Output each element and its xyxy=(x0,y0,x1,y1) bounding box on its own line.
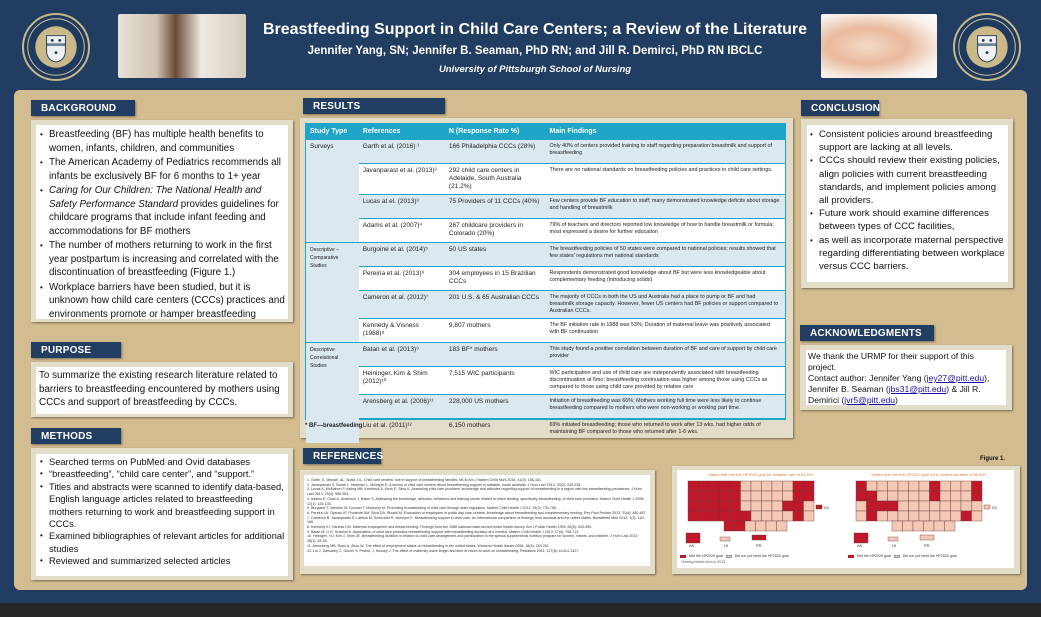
column-header: References xyxy=(359,124,445,140)
state-shape xyxy=(867,511,878,521)
map-label: AK xyxy=(857,543,863,548)
state-shape xyxy=(793,511,804,521)
state-shape xyxy=(867,501,878,511)
state-shape xyxy=(699,511,710,521)
finding-cell: Initiation of breastfeeding was 66%; Mothers working full time were less likely to continue breastfeeding compared to mothers who were non-working or working part time. xyxy=(545,395,785,419)
study-type-cell: Descriptive – Comparative Studies xyxy=(306,243,359,343)
legend-not-met-label: Did not yet meet the HP2020 goal xyxy=(734,554,789,558)
state-shape xyxy=(720,491,731,501)
state-shape xyxy=(793,501,804,511)
finding-cell: This study found a positive correlation between duration of BF and care of support by child care provider xyxy=(545,343,785,367)
poster-header xyxy=(0,0,1041,88)
n-cell: 7,515 WIC participants xyxy=(445,367,546,395)
background-item xyxy=(38,239,286,280)
italic-title: Caring for Our Children: The National Health and Safety Performance Standard xyxy=(49,185,262,210)
us-map xyxy=(848,477,1008,549)
table-row xyxy=(306,343,785,367)
state-shape xyxy=(709,501,720,511)
territory-shape xyxy=(888,537,898,541)
figure-label: Figure 1. xyxy=(980,456,1006,462)
legend-swatch-not-met xyxy=(894,555,900,558)
table-row xyxy=(306,395,785,419)
state-shape xyxy=(783,481,794,491)
state-shape xyxy=(793,491,804,501)
background-item xyxy=(38,184,286,238)
state-shape xyxy=(730,501,741,511)
references-box xyxy=(300,470,655,574)
figure-box xyxy=(672,466,1020,574)
map-title: States that met the HP2020 goal for 6 months duration of 60.6%* xyxy=(871,472,987,477)
mother-breastfeeding-photo xyxy=(118,14,246,78)
reference-item: 10. Heinigen, HJ, Kim J, Shim JE. Breastfeeding duration in relation to child care arrangement and participation in the special supplemental nutrition program for women, infants, and children. J Hum Lact 2012; 28(1): 28-35. xyxy=(307,534,639,544)
state-shape xyxy=(930,501,941,511)
finding-cell: WIC participation and use of child care are independently associated with breastfeeding discontinuation at 6mo; breastfeeding continuation was higher among those using CCCs as compared to those using child care provided by relative care xyxy=(545,367,785,395)
poster-title: Breastfeeding Support in Child Care Centers; a Review of the Literature xyxy=(262,21,808,38)
state-shape xyxy=(688,491,699,501)
state-shape xyxy=(951,481,962,491)
state-shape xyxy=(688,501,699,511)
state-shape xyxy=(961,501,972,511)
state-shape xyxy=(720,501,731,511)
finding-cell: The BF initiation rate in 1988 was 53%; Duration of maternal leave was positively associated with BF continuation xyxy=(545,319,785,343)
state-shape xyxy=(856,501,867,511)
results-footnote: * BF—breastfeeding xyxy=(305,423,363,429)
poster-authors: Jennifer Yang, SN; Jennifer B. Seaman, PhD RN; and Jill R. Demirci, PhD RN IBCLC xyxy=(307,45,763,57)
state-shape xyxy=(924,521,935,531)
table-row xyxy=(306,195,785,219)
reference-item: 7. Cameron B, Javanparast S, Labbok M, Scheckter R, McIntyre E. Breastfeeding support in child care: An international comparison of findings from australia and the united states. Breastfeed Med 2012; 7(3): 163-166. xyxy=(307,515,645,525)
n-cell: 183 BF* mothers xyxy=(445,343,546,367)
state-shape xyxy=(783,501,794,511)
state-shape xyxy=(888,481,899,491)
reference-item: 1. Garth, E, Messer, AL, Spatz, DL. Child care centers' role in support of breastfeeding families. MCN Am J Matern Child Nurs 2016; 41(3): 156-161. xyxy=(307,478,542,482)
conclusion-item: • Future work should examine differences between types of CCC facilities, xyxy=(808,207,1007,233)
state-shape xyxy=(940,481,951,491)
references-list xyxy=(304,475,650,566)
state-shape xyxy=(772,501,783,511)
state-shape xyxy=(961,481,972,491)
territory-shape xyxy=(816,505,822,509)
finding-cell: Respondents demonstrated good knowledge about BF but were less knowledgeable about complementary feeding (introducing solids) xyxy=(545,267,785,291)
state-shape xyxy=(940,501,951,511)
state-shape xyxy=(730,511,741,521)
reference-cell: Garth et al. (2016) ¹ xyxy=(359,140,445,164)
table-row xyxy=(306,140,785,164)
background-item xyxy=(38,281,286,322)
seal-icon xyxy=(955,15,1019,79)
reference-cell: Lucas at el. (2013)³ xyxy=(359,195,445,219)
state-shape xyxy=(783,491,794,501)
state-shape xyxy=(909,481,920,491)
methods-item: • Examined bibliographies of relevant articles for additional studies xyxy=(38,530,286,555)
background-list xyxy=(38,128,286,321)
table-row xyxy=(306,243,785,267)
state-shape xyxy=(804,501,815,511)
state-shape xyxy=(919,491,930,501)
state-shape xyxy=(735,521,746,531)
methods-item: • Searched terms on PubMed and Ovid databases xyxy=(38,456,286,468)
reference-item: 11. Arensberg MB, Ryan A, Zhou W. The effect of employment status on breastfeeding in the united states. Womens Health Issues 2006; 16(5): 243-251 xyxy=(307,543,549,548)
legend-swatch-met xyxy=(848,555,854,558)
finding-cell: 79% of teachers and directors reported low knowledge of how to handle breastmilk or formula; most expressed a desire for further education xyxy=(545,219,785,243)
finding-cell: There are no national standards on breastfeeding policies and practices in child care settings. xyxy=(545,164,785,195)
university-seal-right xyxy=(953,13,1021,81)
state-shape xyxy=(804,511,815,521)
state-shape xyxy=(888,501,899,511)
table-row xyxy=(306,291,785,319)
state-shape xyxy=(877,511,888,521)
state-shape xyxy=(951,491,962,501)
legend-swatch-not-met xyxy=(726,555,732,558)
state-shape xyxy=(762,501,773,511)
purpose-heading: PURPOSE xyxy=(31,342,121,358)
background-heading: BACKGROUND xyxy=(31,100,135,116)
state-shape xyxy=(972,481,983,491)
state-shape xyxy=(724,521,735,531)
state-shape xyxy=(741,491,752,501)
table-row xyxy=(306,367,785,395)
territory-shape xyxy=(984,505,990,509)
n-cell: 6,150 mothers xyxy=(445,419,546,443)
territory-shape xyxy=(920,535,934,540)
map-legend xyxy=(680,554,842,558)
state-shape xyxy=(877,501,888,511)
state-shape xyxy=(741,481,752,491)
n-cell: 75 Providers of 11 CCCs (40%) xyxy=(445,195,546,219)
territory-shape xyxy=(752,535,766,540)
n-cell: 201 U.S. & 65 Australian CCCs xyxy=(445,291,546,319)
email-link-yang[interactable]: jey27@pitt.edu xyxy=(926,373,985,383)
purpose-box xyxy=(31,362,293,417)
contact-prefix: Contact author: Jennifer Yang ( xyxy=(808,373,927,383)
state-shape xyxy=(730,491,741,501)
reference-item: 6. Pereira LA, Oyeuso IP, Prudente AM, Silva DA, Rinaldi M. Evaluation of employees in public day care centers: knowledge about breastfeeding and complementary feeding. Rev Paul Pediatr 2013; 31(4): 480-487. xyxy=(307,510,647,515)
state-shape xyxy=(940,511,951,521)
state-shape xyxy=(898,501,909,511)
state-shape xyxy=(972,511,983,521)
state-shape xyxy=(919,481,930,491)
methods-list xyxy=(38,456,286,568)
state-shape xyxy=(772,481,783,491)
state-shape xyxy=(756,521,767,531)
email-link-demirci[interactable]: jvr5@pitt.edu xyxy=(844,395,896,405)
reference-cell: Heininger, Kim & Shim (2012)¹⁰ xyxy=(359,367,445,395)
state-shape xyxy=(961,491,972,501)
legend-met-label: Met the HP2020 goal xyxy=(857,554,891,558)
acknowledgments-text xyxy=(808,351,1004,406)
map-legend xyxy=(848,554,1010,558)
state-shape xyxy=(867,481,878,491)
background-item-text: Breastfeeding (BF) has multiple health benefits to women, infants, children, and communities xyxy=(49,129,264,154)
state-shape xyxy=(688,481,699,491)
acknowledgments-heading: ACKNOWLEDGMENTS xyxy=(800,325,934,341)
map-label: HI xyxy=(892,543,896,548)
legend-swatch-met xyxy=(680,555,686,558)
table-row xyxy=(306,164,785,195)
references-heading: REFERENCES xyxy=(303,448,381,464)
state-shape xyxy=(783,511,794,521)
state-shape xyxy=(972,491,983,501)
map-label: DC xyxy=(992,505,998,510)
background-item-text: The number of mothers returning to work in the first year postpartum is increasing and correlated with the discontinuation of breastfeeding (Figure 1.) xyxy=(49,240,279,278)
state-shape xyxy=(898,511,909,521)
study-type-cell: Surveys xyxy=(306,140,359,243)
column-header: Study Type xyxy=(306,124,359,140)
background-item-text: The American Academy of Pediatrics recommends all infants be exclusively BF for 6 months to 1+ year xyxy=(49,157,281,182)
map-title: States that met the HP2020 goal for initiation rate of 81.9%* xyxy=(708,472,814,477)
finding-cell: Few centers provide BF education to staff; many demonstrated knowledge deficits about storage and handling of breastmilk xyxy=(545,195,785,219)
reference-item: 8. Kennedy KI, Visness CM. Maternal employment and breast-feeding: Findings from the 1988 national maternal and infant health survey. Am J Public Health 1992; 82(6): 943-950. xyxy=(307,525,593,530)
state-shape xyxy=(972,501,983,511)
reference-cell: Cameron et al. (2012)⁷ xyxy=(359,291,445,319)
map-label: HI xyxy=(724,543,728,548)
reference-cell: Liu et al. (2011)¹² xyxy=(359,419,445,443)
legend-not-met-label: Did not yet meet the HP2020 goal xyxy=(902,554,957,558)
state-shape xyxy=(856,491,867,501)
state-shape xyxy=(751,501,762,511)
infant-photo xyxy=(821,14,937,78)
finding-cell: The majority of CCCs in both the US and Australia had a place to pump or BF and had breastmilk storage capacity. However, fewer US centers had BF policies or support compared to Australian CCCs. xyxy=(545,291,785,319)
state-shape xyxy=(720,511,731,521)
n-cell: 166 Philadelphia CCCs (28%) xyxy=(445,140,546,164)
state-shape xyxy=(940,491,951,501)
table-row xyxy=(306,319,785,343)
n-cell: 267 childcare providers in Colorado (20%) xyxy=(445,219,546,243)
reference-cell: Batan et al. (2013)⁹ xyxy=(359,343,445,367)
state-shape xyxy=(856,511,867,521)
methods-item: • “breastfeeding”, “child care center”, and “support.” xyxy=(38,468,286,480)
reference-cell: Kennedy & Visness (1988)⁸ xyxy=(359,319,445,343)
results-table-header xyxy=(306,124,785,140)
us-map-panel xyxy=(680,472,842,558)
state-shape xyxy=(762,511,773,521)
contact-text: ) & Jill R. Demirici ( xyxy=(808,384,981,405)
methods-heading: METHODS xyxy=(31,428,121,444)
state-shape xyxy=(909,511,920,521)
map-label: DC xyxy=(824,505,830,510)
territory-shape xyxy=(720,537,730,541)
reference-item: 4. Adams E, Clark A, Anderson J, Baker S. Assessing the knowledge, attitudes, behaviors and training needs related to infant feeding, specifically breastfeeding, of child care providers. Matern Child Health J 2008; 12(1): 128-135. xyxy=(307,496,645,506)
email-link-seaman[interactable]: jbs31@pitt.edu xyxy=(888,384,947,394)
reference-cell: Javanparast et al. (2013)² xyxy=(359,164,445,195)
reference-item: 12. Liu J, Dahuamy C, Glover S, Probst, J, Hussey J. The effect of maternity leave length and time of return to work on breastfeeding. Pediatrics 2011; 127(6): e1414-1427. xyxy=(307,548,580,553)
state-shape xyxy=(892,521,903,531)
thanks-text: We thank the URMP for their support of this project. xyxy=(808,351,974,372)
state-shape xyxy=(888,511,899,521)
n-cell: 50 US states xyxy=(445,243,546,267)
state-shape xyxy=(951,501,962,511)
state-shape xyxy=(777,521,788,531)
state-shape xyxy=(913,521,924,531)
figure-footnote: *Among infants born in 2013 xyxy=(681,560,726,564)
conclusion-heading: CONCLUSION xyxy=(801,100,879,116)
state-shape xyxy=(751,481,762,491)
state-shape xyxy=(919,501,930,511)
state-shape xyxy=(930,481,941,491)
state-shape xyxy=(741,501,752,511)
state-shape xyxy=(930,511,941,521)
bottom-strip xyxy=(0,603,1041,617)
state-shape xyxy=(903,521,914,531)
state-shape xyxy=(934,521,945,531)
state-shape xyxy=(772,491,783,501)
state-shape xyxy=(961,511,972,521)
state-shape xyxy=(772,511,783,521)
state-shape xyxy=(688,511,699,521)
n-cell: 228,000 US mothers xyxy=(445,395,546,419)
legend-met-label: Met the HP2020 goal xyxy=(689,554,723,558)
state-shape xyxy=(804,481,815,491)
finding-cell: The breastfeeding policies of 50 states were compared to national policies; results showed that few states' regulations met national standards xyxy=(545,243,785,267)
state-shape xyxy=(793,481,804,491)
us-map xyxy=(680,477,840,549)
university-seal-left xyxy=(22,13,90,81)
results-box xyxy=(300,118,793,438)
territory-shape xyxy=(686,533,700,543)
background-item xyxy=(38,156,286,183)
purpose-text: To summarize the existing research literature related to barriers to breastfeeding encountered by mothers using CCCs and support of breastfeeding by CCCs. xyxy=(39,370,280,408)
background-item-text: Workplace barriers have been studied, but it is unknown how child care centers (CCCs) practices and environments promote or hamper breastfeeding xyxy=(49,281,285,320)
state-shape xyxy=(699,481,710,491)
poster-affiliation: University of Pittsburgh School of Nursing xyxy=(438,64,632,75)
methods-item: • Reviewed and summarized selected articles xyxy=(38,555,286,567)
state-shape xyxy=(804,491,815,501)
conclusion-item: • CCCs should review their existing policies, align policies with current breastfeeding standards, and implement policies among all providers. xyxy=(808,154,1007,207)
n-cell: 304 employees in 15 Brazilian CCCs xyxy=(445,267,546,291)
contact-text: ), Jennifer B. Seaman ( xyxy=(808,373,990,394)
state-shape xyxy=(709,481,720,491)
state-shape xyxy=(898,481,909,491)
state-shape xyxy=(709,491,720,501)
reference-cell: Pereiria et al. (2013)⁶ xyxy=(359,267,445,291)
reference-item: 2. Javanparast S, Sweet L, Newman L, McIntyre E. A survey of child care centers about breastfeeding support in adelaide, south australia. J Hum Lact 2013; 29(2): 230-235. xyxy=(307,482,582,487)
conclusion-list xyxy=(808,128,1007,273)
state-shape xyxy=(709,511,720,521)
state-shape xyxy=(888,491,899,501)
state-shape xyxy=(762,491,773,501)
state-shape xyxy=(909,501,920,511)
background-box xyxy=(31,120,293,322)
methods-box xyxy=(31,448,293,580)
state-shape xyxy=(730,481,741,491)
results-heading: RESULTS xyxy=(303,98,445,114)
state-shape xyxy=(741,511,752,521)
state-shape xyxy=(909,491,920,501)
conclusion-item: • as well as incorporate maternal perspective regarding differentiating between workplace versus CCC barriers. xyxy=(808,234,1007,274)
reference-item: 3. Lucas A, McMahon P, Asling MB, Krebbeck A, Keck E, Sims K. Assessing child care providers' knowledge and attitudes regarding support of breastfeeding in a region with low breastfeeding prevalence. J Hum Lact 2013; 29(4): 556-563. xyxy=(307,487,642,497)
poster-body xyxy=(14,90,1027,590)
table-row xyxy=(306,219,785,243)
state-shape xyxy=(766,521,777,531)
state-shape xyxy=(856,481,867,491)
finding-cell: Only 40% of centers provided training to staff regarding preparation breastmilk and support of breastfeeding xyxy=(545,140,785,164)
state-shape xyxy=(720,481,731,491)
map-label: PR xyxy=(756,543,762,548)
us-map-panel xyxy=(848,472,1010,558)
state-shape xyxy=(762,481,773,491)
map-label: PR xyxy=(924,543,930,548)
state-shape xyxy=(951,511,962,521)
state-shape xyxy=(751,511,762,521)
territory-shape xyxy=(854,533,868,543)
reference-cell: Burgoine et al. (2014)⁵ xyxy=(359,243,445,267)
state-shape xyxy=(945,521,956,531)
state-shape xyxy=(699,501,710,511)
state-shape xyxy=(919,511,930,521)
background-item-text: provides guidelines for childcare programs that include infant feeding and accommodations for BF mothers xyxy=(49,198,279,237)
column-header: Main Findings xyxy=(545,124,785,140)
reference-item: 5. Burgoine T, Westlee W, Duncan T, Maybeny M. Promoting breastfeeding in child care through state regulation. Matern Child Health J 2011; 19(3): 730-756. xyxy=(307,506,557,511)
methods-item: • Titles and abstracts were scanned to identify data-based, English language articles related to breastfeeding mothers returning to work and breastfeeding support in CCCs. xyxy=(38,481,286,531)
study-type-cell: Descriptive Correlational Studies xyxy=(306,343,359,443)
n-cell: 9,807 mothers xyxy=(445,319,546,343)
conclusion-box xyxy=(801,119,1013,288)
background-item xyxy=(38,128,286,155)
results-table xyxy=(306,124,785,443)
state-shape xyxy=(751,491,762,501)
column-header: N (Response Rate %) xyxy=(445,124,546,140)
n-cell: 292 child care centers in Adelaide, South Australia (21.2%) xyxy=(445,164,546,195)
state-shape xyxy=(930,491,941,501)
state-shape xyxy=(877,481,888,491)
state-shape xyxy=(877,491,888,501)
finding-cell: 69% initiated breastfeeding; those who returned to work after 13 wks. had higher odds of maintaining BF compared to those who returned after 1-6 wks. xyxy=(545,419,785,443)
table-row xyxy=(306,267,785,291)
contact-text: ) xyxy=(895,395,898,405)
reference-item: 9. Batan M, Li R, Scanlon K. Association of child care providers breastfeeding support with breastfeeding duration at 6 months. Matern Child Health J 2013; 17(4): 708-713. xyxy=(307,529,580,534)
reference-cell: Arensberg et al. (2006)¹¹ xyxy=(359,395,445,419)
reference-cell: Adams et al. (2007)⁴ xyxy=(359,219,445,243)
state-shape xyxy=(867,491,878,501)
acknowledgments-box xyxy=(800,345,1012,410)
state-shape xyxy=(898,491,909,501)
seal-icon xyxy=(24,15,88,79)
state-shape xyxy=(699,491,710,501)
map-label: AK xyxy=(689,543,695,548)
state-shape xyxy=(745,521,756,531)
conclusion-item: • Consistent policies around breastfeeding support are lacking at all levels. xyxy=(808,128,1007,154)
